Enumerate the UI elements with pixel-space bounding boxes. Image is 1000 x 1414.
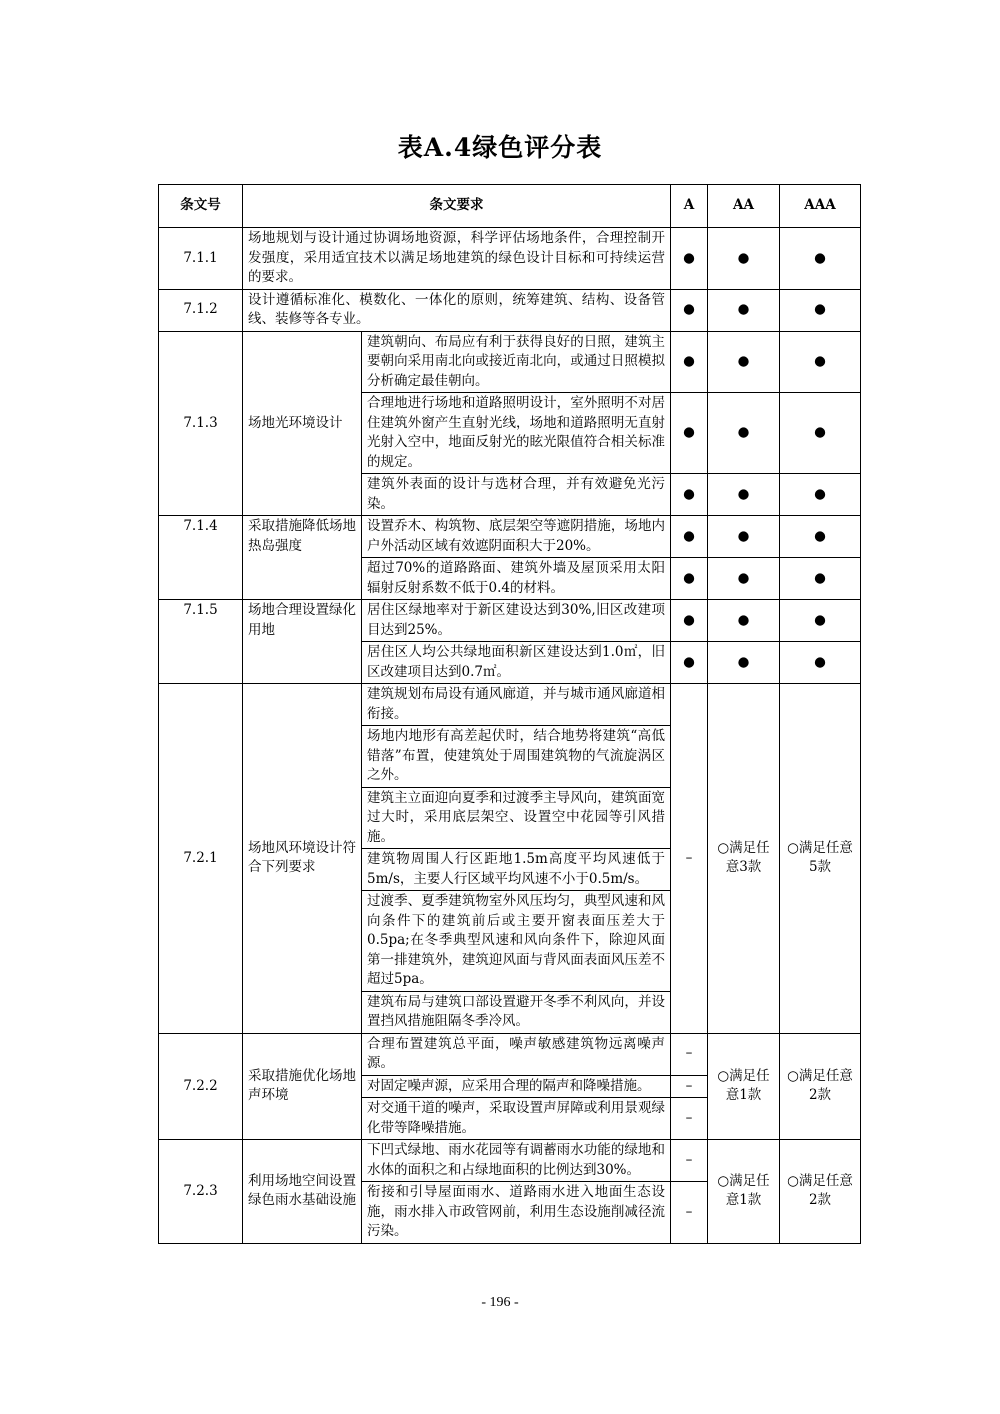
filled-dot-icon: ● — [780, 331, 861, 393]
header-aaa: AAA — [780, 185, 861, 228]
page-number: - 196 - — [481, 1295, 519, 1310]
header-requirement: 条文要求 — [243, 185, 671, 228]
table-header-row — [159, 185, 861, 228]
clause-item: 对交通干道的噪声，采取设置声屏障或利用景观绿化带等降噪措施。 — [362, 1098, 671, 1140]
aaa-requirement: ○满足任意2款 — [780, 1140, 861, 1244]
filled-dot-icon: ● — [780, 558, 861, 600]
clause-item: 场地内地形有高差起伏时，结合地势将建筑“高低错落”布置，使建筑处于周围建筑物的气流旋涡区之外。 — [362, 726, 671, 788]
aaa-requirement: ○满足任意5款 — [780, 684, 861, 1034]
not-applicable-mark: – — [671, 684, 708, 1034]
clause-code: 7.2.3 — [159, 1140, 243, 1244]
clause-item: 居住区绿地率对于新区建设达到30%,旧区改建项目达到25%。 — [362, 600, 671, 642]
clause-item: 下凹式绿地、雨水花园等有调蓄雨水功能的绿地和水体的面积之和占绿地面积的比例达到30%。 — [362, 1140, 671, 1182]
filled-dot-icon: ● — [780, 289, 861, 331]
table-row — [159, 331, 861, 393]
clause-text: 设计遵循标准化、模数化、一体化的原则，统筹建筑、结构、设备管线、装修等各专业。 — [243, 289, 671, 331]
filled-dot-icon: ● — [708, 474, 780, 516]
clause-item: 建筑规划布局设有通风廊道，并与城市通风廊道相衔接。 — [362, 684, 671, 726]
clause-item: 建筑布局与建筑口部设置避开冬季不利风向，并设置挡风措施阻隔冬季冷风。 — [362, 991, 671, 1033]
filled-dot-icon: ● — [708, 558, 780, 600]
clause-label: 场地合理设置绿化用地 — [243, 600, 362, 684]
not-applicable-mark: – — [671, 1140, 708, 1182]
aaa-requirement: ○满足任意2款 — [780, 1033, 861, 1140]
not-applicable-mark: – — [671, 1182, 708, 1244]
filled-dot-icon: ● — [671, 474, 708, 516]
filled-dot-icon: ● — [780, 600, 861, 642]
clause-item: 对固定噪声源，应采用合理的隔声和降噪措施。 — [362, 1075, 671, 1098]
filled-dot-icon: ● — [671, 642, 708, 684]
clause-label: 利用场地空间设置绿色雨水基础设施 — [243, 1140, 362, 1244]
filled-dot-icon: ● — [780, 642, 861, 684]
clause-code: 7.1.3 — [159, 331, 243, 516]
page-title: 表A.4绿色评分表 — [397, 133, 603, 162]
aa-requirement: ○满足任意1款 — [708, 1033, 780, 1140]
table-row — [159, 516, 861, 558]
clause-item: 居住区人均公共绿地面积新区建设达到1.0㎡，旧区改建项目达到0.7㎡。 — [362, 642, 671, 684]
header-aa: AA — [708, 185, 780, 228]
table-row — [159, 1033, 861, 1075]
filled-dot-icon: ● — [671, 228, 708, 290]
clause-code: 7.1.4 — [159, 516, 243, 600]
clause-item: 超过70%的道路路面、建筑外墙及屋顶采用太阳辐射反射系数不低于0.4的材料。 — [362, 558, 671, 600]
filled-dot-icon: ● — [780, 228, 861, 290]
filled-dot-icon: ● — [671, 289, 708, 331]
table-row — [159, 228, 861, 290]
filled-dot-icon: ● — [671, 558, 708, 600]
clause-item: 合理布置建筑总平面，噪声敏感建筑物远离噪声源。 — [362, 1033, 671, 1075]
not-applicable-mark: – — [671, 1075, 708, 1098]
filled-dot-icon: ● — [780, 393, 861, 474]
clause-code: 7.2.2 — [159, 1033, 243, 1140]
clause-text: 场地规划与设计通过协调场地资源，科学评估场地条件，合理控制开发强度，采用适宜技术以满足场地建筑的绿色设计目标和可持续运营的要求。 — [243, 228, 671, 290]
table-row — [159, 600, 861, 642]
clause-label: 采取措施优化场地声环境 — [243, 1033, 362, 1140]
clause-code: 7.2.1 — [159, 684, 243, 1034]
clause-item: 衔接和引导屋面雨水、道路雨水进入地面生态设施，雨水排入市政管网前，利用生态设施削减径流污染。 — [362, 1182, 671, 1244]
table-row — [159, 289, 861, 331]
clause-item: 建筑主立面迎向夏季和过渡季主导风向，建筑面宽过大时，采用底层架空、设置空中花园等引风措施。 — [362, 787, 671, 849]
table-row — [159, 1140, 861, 1182]
filled-dot-icon: ● — [708, 393, 780, 474]
clause-item: 过渡季、夏季建筑物室外风压均匀，典型风速和风向条件下的建筑前后或主要开窗表面压差大于0.5pa;在冬季典型风速和风向条件下，除迎风面第一排建筑外，建筑迎风面与背风面表面风压差不超过5pa。 — [362, 891, 671, 992]
clause-item: 设置乔木、构筑物、底层架空等遮阴措施，场地内户外活动区域有效遮阴面积大于20%。 — [362, 516, 671, 558]
filled-dot-icon: ● — [671, 516, 708, 558]
filled-dot-icon: ● — [671, 331, 708, 393]
clause-code: 7.1.5 — [159, 600, 243, 684]
clause-item: 建筑物周围人行区距地1.5m高度平均风速低于5m/s，主要人行区域平均风速不小于0.5m/s。 — [362, 849, 671, 891]
header-a: A — [671, 185, 708, 228]
clause-label: 场地风环境设计符合下列要求 — [243, 684, 362, 1034]
clause-item: 建筑朝向、布局应有利于获得良好的日照，建筑主要朝向采用南北向或接近南北向，或通过日照模拟分析确定最佳朝向。 — [362, 331, 671, 393]
filled-dot-icon: ● — [708, 289, 780, 331]
filled-dot-icon: ● — [708, 228, 780, 290]
clause-label: 采取措施降低场地热岛强度 — [243, 516, 362, 600]
header-code: 条文号 — [159, 185, 243, 228]
green-score-table — [158, 184, 861, 1244]
not-applicable-mark: – — [671, 1098, 708, 1140]
table-row — [159, 684, 861, 726]
filled-dot-icon: ● — [671, 600, 708, 642]
filled-dot-icon: ● — [708, 642, 780, 684]
filled-dot-icon: ● — [780, 474, 861, 516]
filled-dot-icon: ● — [708, 516, 780, 558]
filled-dot-icon: ● — [780, 516, 861, 558]
aa-requirement: ○满足任意1款 — [708, 1140, 780, 1244]
aa-requirement: ○满足任意3款 — [708, 684, 780, 1034]
clause-label: 场地光环境设计 — [243, 331, 362, 516]
filled-dot-icon: ● — [671, 393, 708, 474]
filled-dot-icon: ● — [708, 600, 780, 642]
filled-dot-icon: ● — [708, 331, 780, 393]
clause-code: 7.1.1 — [159, 228, 243, 290]
clause-code: 7.1.2 — [159, 289, 243, 331]
clause-item: 建筑外表面的设计与选材合理，并有效避免光污染。 — [362, 474, 671, 516]
not-applicable-mark: – — [671, 1033, 708, 1075]
clause-item: 合理地进行场地和道路照明设计，室外照明不对居住建筑外窗产生直射光线，场地和道路照明无直射光射入空中，地面反射光的眩光限值符合相关标准的规定。 — [362, 393, 671, 474]
